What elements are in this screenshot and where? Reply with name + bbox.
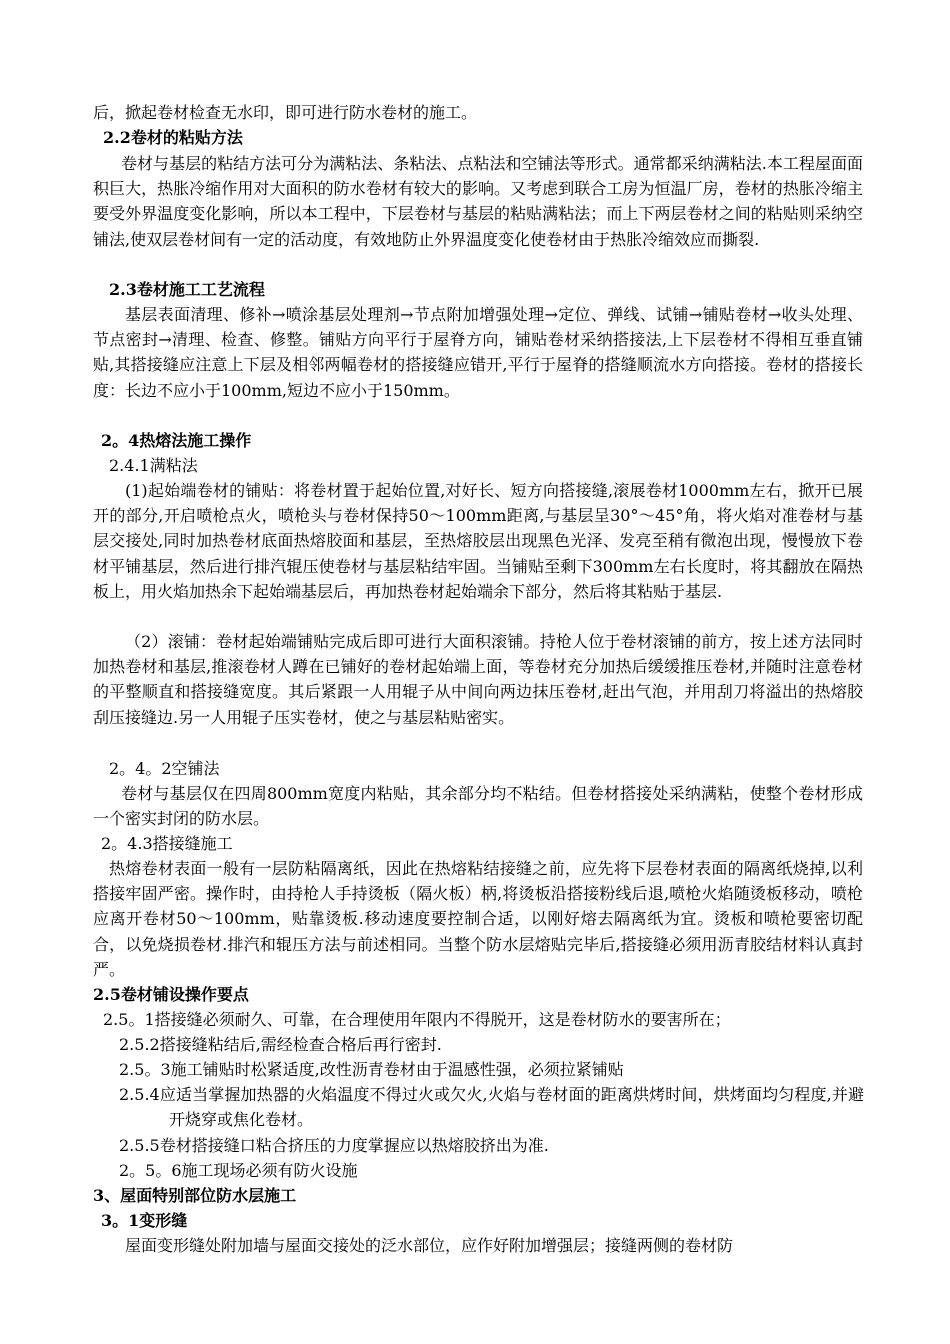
heading-2-5: 2.5卷材铺设操作要点 bbox=[93, 985, 249, 1004]
heading-3-1: 3。1变形缝 bbox=[101, 1211, 188, 1230]
paragraph-2-4-2: 卷材与基层仅在四周800mm宽度内粘贴，其余部分均不粘结。但卷材搭接处采纳满粘，使整个卷材形成一个密实封闭的防水层。 bbox=[93, 784, 863, 829]
paragraph-2-3: 基层表面清理、修补→喷涂基层处理剂→节点附加增强处理→定位、弹线、试铺→铺贴卷材→收头处理、节点密封→清理、检查、修整。铺贴方向平行于屋脊方向，铺贴卷材采纳搭接法,上下层卷材不得相互垂直铺贴,其搭接缝应注意上下层及相邻两幅卷材的搭接缝应错开,平行于屋脊的搭缝顺流水方向搭接。卷材的搭接长度：长边不应小于100mm,短边不应小于150mm。 bbox=[93, 305, 863, 400]
intro-paragraph: 后，掀起卷材检查无水印，即可进行防水卷材的施工。 bbox=[93, 103, 478, 122]
heading-2-2: 2.2卷材的粘贴方法 bbox=[103, 128, 243, 147]
item-2-5-6: 2。5。6施工现场必须有防火设施 bbox=[119, 1161, 358, 1180]
heading-2-4-1: 2.4.1满粘法 bbox=[109, 456, 198, 475]
heading-2-4: 2。4热熔法施工操作 bbox=[101, 431, 252, 450]
paragraph-2-4-3: 热熔卷材表面一般有一层防粘隔离纸，因此在热熔粘结接缝之前，应先将下层卷材表面的隔离纸烧掉,以利搭接牢固严密。操作时，由持枪人手持烫板（隔火板）柄,将烫板沿搭接粉线后退,喷枪火焰随烫板移动，喷枪应离开卷材50～100mm，贴靠烫板.移动速度要控制合适，以刚好熔去隔离纸为宜。烫板和喷枪要密切配合，以免烧损卷材.排汽和辊压方法与前述相同。当整个防水层熔贴完毕后,搭接缝必须用沥青胶结材料认真封严。 bbox=[93, 859, 863, 979]
item-2-5-4: 2.5.4应适当掌握加热器的火焰温度不得过火或欠火,火焰与卷材面的距离烘烤时间，烘烤面均匀程度,并避开烧穿或焦化卷材。 bbox=[119, 1085, 864, 1130]
paragraph-3-1: 屋面变形缝处附加墙与屋面交接处的泛水部位，应作好附加增强层；接缝两侧的卷材防 bbox=[125, 1236, 734, 1255]
item-2-5-2: 2.5.2搭接缝粘结后,需经检查合格后再行密封. bbox=[119, 1035, 442, 1054]
paragraph-2-2: 卷材与基层的粘结方法可分为满粘法、条粘法、点粘法和空铺法等形式。通常都采纳满粘法.本工程屋面面积巨大，热胀冷缩作用对大面积的防水卷材有较大的影响。又考虑到联合工房为恒温厂房，卷材的热胀冷缩主要受外界温度变化影响，所以本工程中，下层卷材与基层的粘贴满粘法；而上下两层卷材之间的粘贴则采纳空铺法,使双层卷材间有一定的活动度，有效地防止外界温度变化使卷材由于热胀冷缩效应而撕裂. bbox=[93, 154, 863, 249]
item-2-5-3: 2.5。3施工铺贴时松紧适度,改性沥青卷材由于温感性强，必须拉紧铺贴 bbox=[119, 1060, 624, 1079]
paragraph-2-4-1-start: (1)起始端卷材的铺贴：将卷材置于起始位置,对好长、短方向搭接缝,滚展卷材1000mm左右，掀开已展开的部分,开启喷枪点火，喷枪头与卷材保持50～100mm距离,与基层呈30°～45°角，将火焰对准卷材与基层交接处,同时加热卷材底面热熔胶面和基层，至热熔胶层出现黑色光泽、发亮至稍有微泡出现，慢慢放下卷材平铺基层，然后进行排汽辊压使卷材与基层粘结牢固。当铺贴至剩下300mm左右长度时，将其翻放在隔热板上，用火焰加热余下起始端基层后，再加热卷材起始端余下部分，然后将其粘贴于基层. bbox=[93, 481, 863, 601]
item-2-5-5: 2.5.5卷材搭接缝口粘合挤压的力度掌握应以热熔胶挤出为准. bbox=[119, 1136, 549, 1155]
paragraph-2-4-1-rolling: （2）滚铺：卷材起始端铺贴完成后即可进行大面积滚铺。持枪人位于卷材滚铺的前方，按上述方法同时加热卷材和基层,推滚卷材人蹲在已铺好的卷材起始端上面，等卷材充分加热后缓缓推压卷材,并随时注意卷材的平整顺直和搭接缝宽度。其后紧跟一人用辊子从中间向两边抹压卷材,赶出气泡，并用刮刀将溢出的热熔胶刮压接缝边.另一人用辊子压实卷材，使之与基层粘贴密实。 bbox=[93, 632, 863, 727]
item-2-5-1: 2.5。1搭接缝必须耐久、可靠，在合理使用年限内不得脱开，这是卷材防水的要害所在； bbox=[103, 1010, 731, 1029]
heading-2-4-3: 2。4.3搭接缝施工 bbox=[101, 834, 233, 853]
heading-3: 3、屋面特别部位防水层施工 bbox=[93, 1186, 297, 1205]
heading-2-3: 2.3卷材施工工艺流程 bbox=[109, 280, 265, 299]
heading-2-4-2: 2。4。2空铺法 bbox=[109, 759, 220, 778]
